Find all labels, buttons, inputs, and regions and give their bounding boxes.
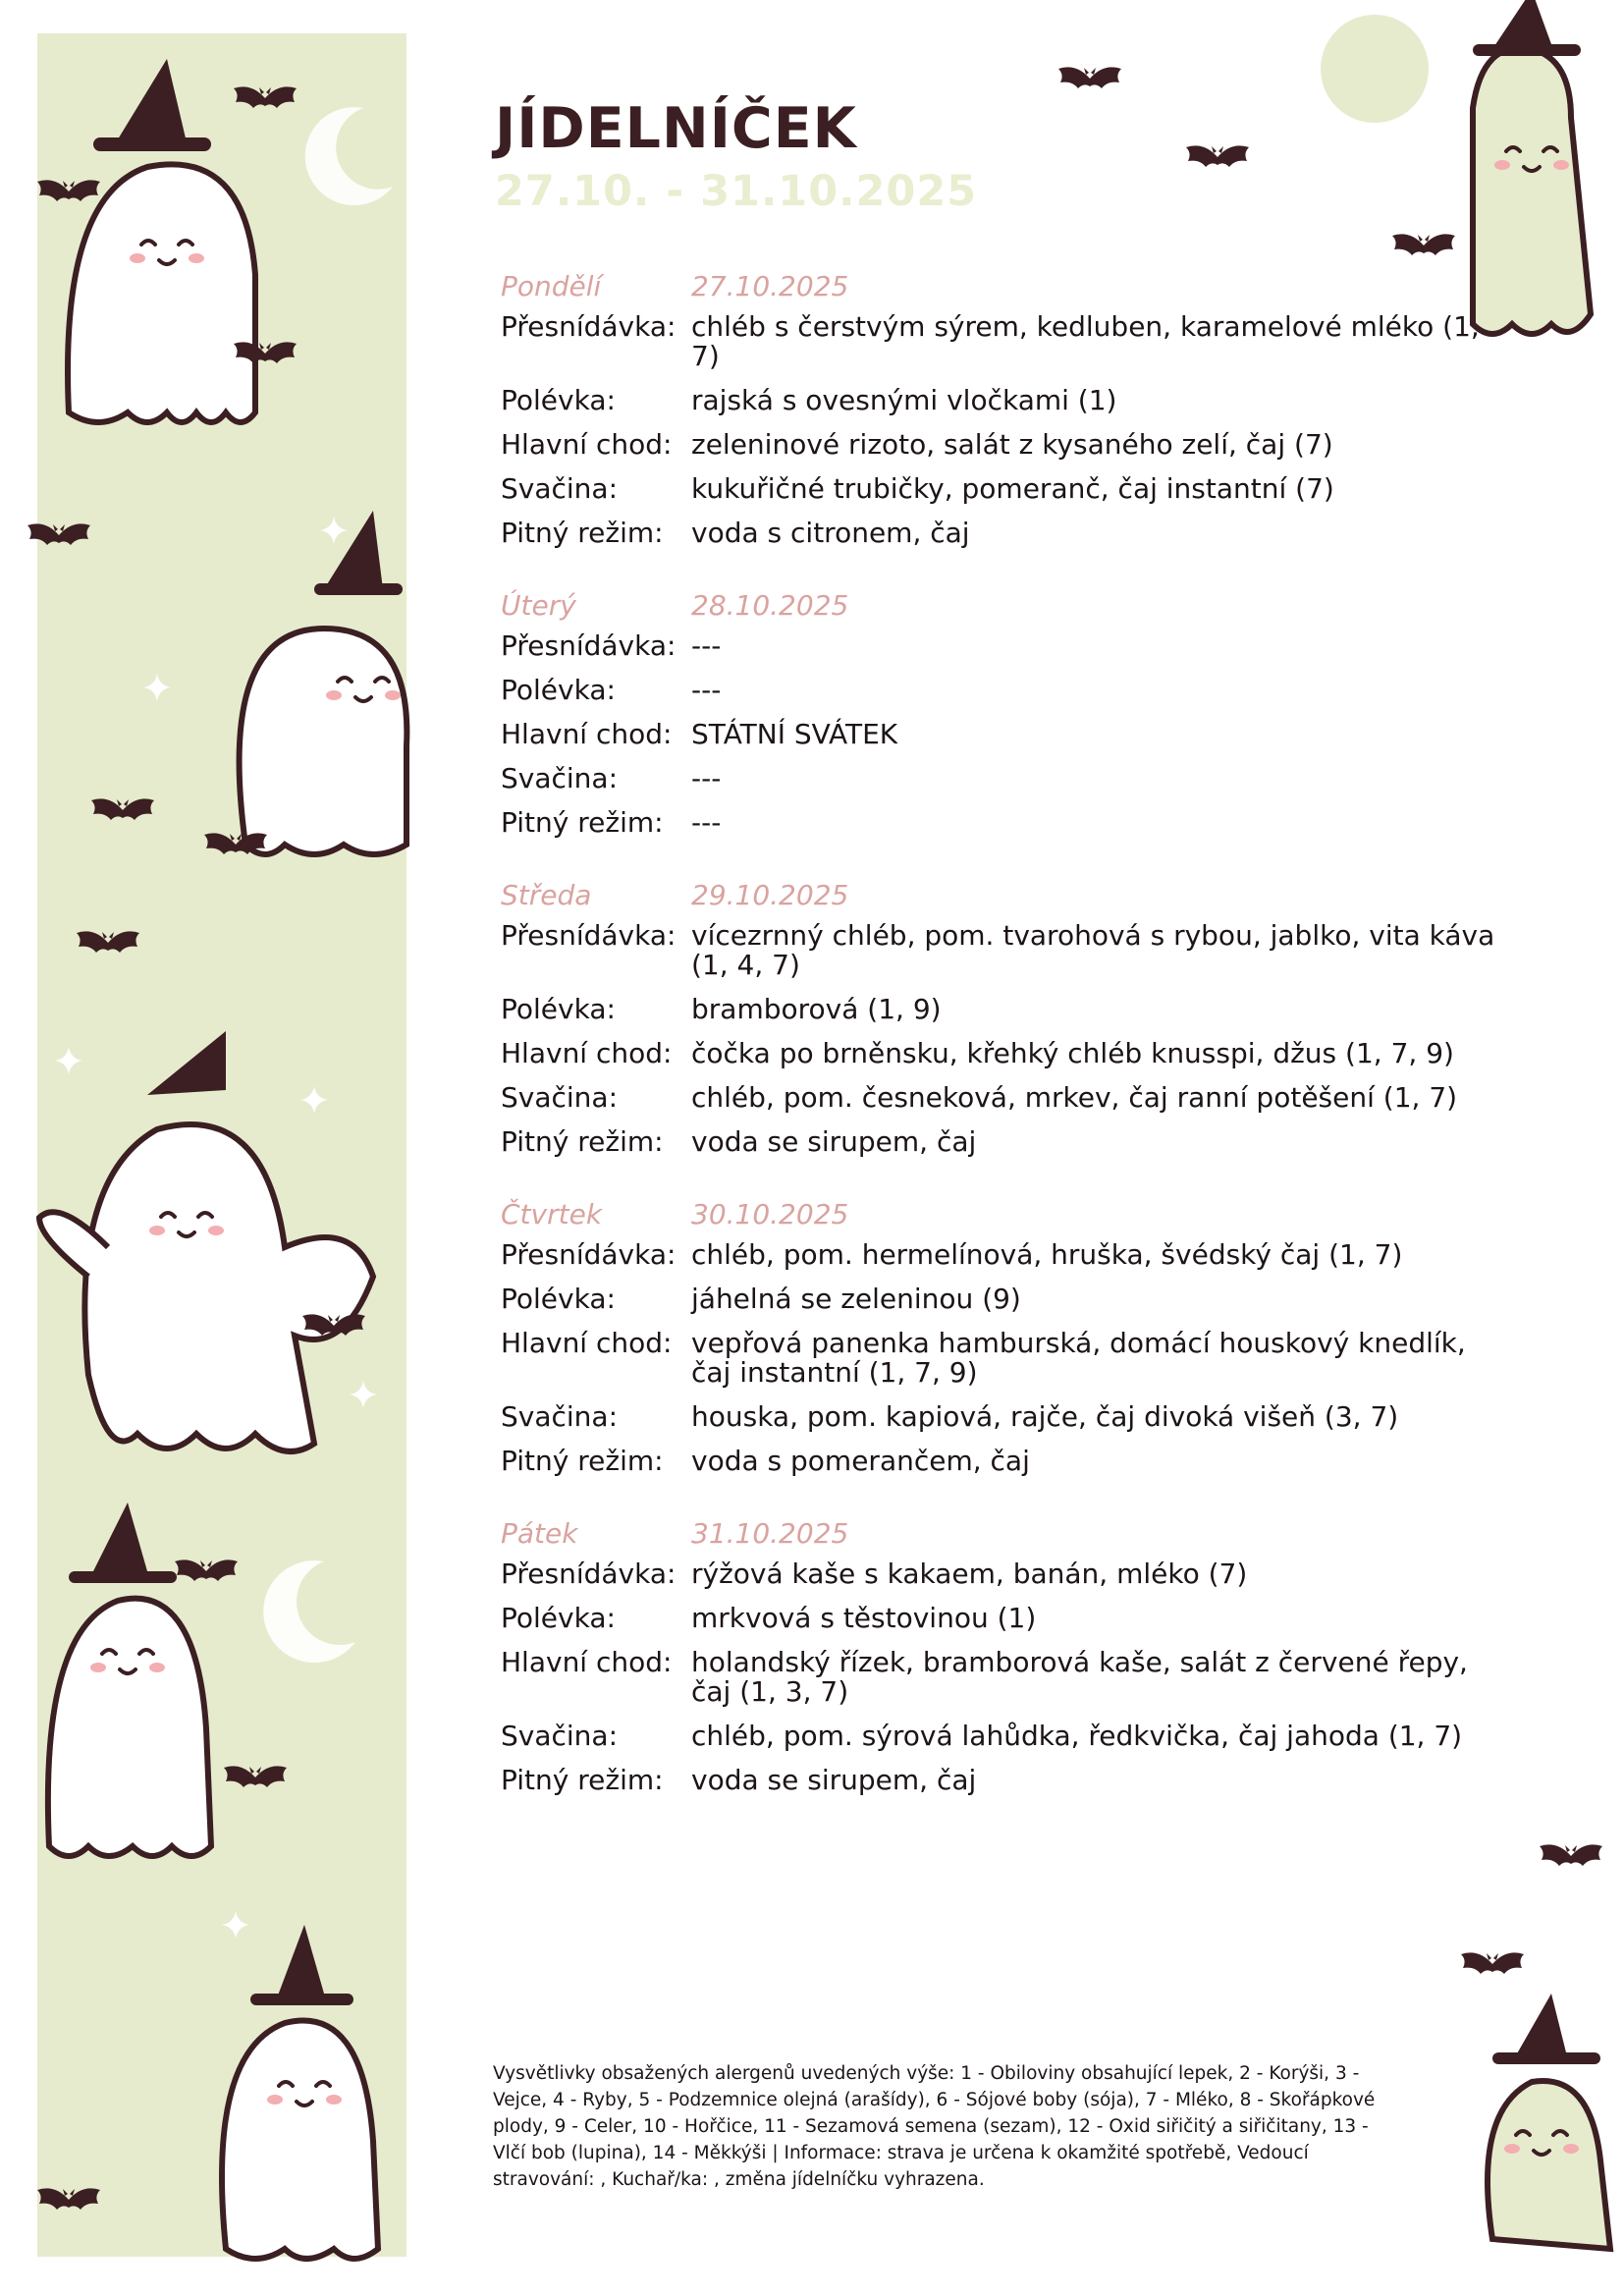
meal-row <box>501 1604 1502 1633</box>
bat-icon <box>1461 1952 1524 1974</box>
meal-label: Přesnídávka: <box>501 1238 677 1271</box>
meal-row <box>501 1402 1502 1432</box>
meal-value: chléb, pom. česneková, mrkev, čaj ranní potěšení (1, 7) <box>691 1081 1458 1114</box>
meal-row <box>501 1329 1502 1388</box>
meal-label: Polévka: <box>501 1283 616 1315</box>
meal-label: Hlavní chod: <box>501 1037 673 1069</box>
meal-label: Pitný režim: <box>501 806 664 839</box>
meal-row <box>501 312 1502 371</box>
day-name: Pondělí <box>501 270 602 302</box>
meal-value: voda se sirupem, čaj <box>691 1125 977 1158</box>
day-date: 28.10.2025 <box>691 589 849 622</box>
meal-value: rýžová kaše s kakaem, banán, mléko (7) <box>691 1558 1248 1590</box>
meal-row <box>501 386 1502 415</box>
meal-row <box>501 1240 1502 1270</box>
meal-value: voda s citronem, čaj <box>691 517 970 549</box>
meal-label: Svačina: <box>501 1400 619 1433</box>
weekly-menu <box>501 263 1502 1830</box>
meal-value: vepřová panenka hamburská, domácí houskový knedlík, čaj instantní (1, 7, 9) <box>691 1327 1466 1389</box>
sparkle-icon <box>1400 134 1428 161</box>
day-block <box>501 1510 1502 1795</box>
meal-value: bramborová (1, 9) <box>691 993 942 1025</box>
meal-value: houska, pom. kapiová, rajče, čaj divoká višeň (3, 7) <box>691 1400 1399 1433</box>
sparkle-icon <box>1567 1911 1595 1939</box>
meal-value: chléb, pom. sýrová lahůdka, ředkvička, čaj jahoda (1, 7) <box>691 1720 1463 1752</box>
day-block <box>501 263 1502 548</box>
meal-row <box>501 808 1502 838</box>
day-name: Čtvrtek <box>501 1198 603 1230</box>
meal-value: voda se sirupem, čaj <box>691 1764 977 1796</box>
meal-label: Pitný režim: <box>501 1445 664 1477</box>
meal-row <box>501 764 1502 793</box>
meal-value: chléb s čerstvým sýrem, kedluben, karamelové mléko (1, 7) <box>691 310 1480 372</box>
meal-value: --- <box>691 762 722 794</box>
meal-row <box>501 474 1502 504</box>
meal-value: --- <box>691 629 722 662</box>
meal-label: Svačina: <box>501 1081 619 1114</box>
bat-icon <box>1186 145 1249 167</box>
meal-label: Hlavní chod: <box>501 718 673 750</box>
meal-value: mrkvová s těstovinou (1) <box>691 1602 1037 1634</box>
meal-label: Svačina: <box>501 472 619 505</box>
week-date-range: 27.10. - 31.10.2025 <box>495 167 978 216</box>
meal-row <box>501 1722 1502 1751</box>
meal-label: Svačina: <box>501 1720 619 1752</box>
corner-decoration-bottom-right <box>1461 1844 1610 2249</box>
meal-row <box>501 676 1502 705</box>
meal-row <box>501 1127 1502 1157</box>
meal-row <box>501 631 1502 661</box>
meal-value: kukuřičné trubičky, pomeranč, čaj instantní (7) <box>691 472 1334 505</box>
day-name: Středa <box>501 879 592 911</box>
bat-icon <box>1058 67 1121 88</box>
meal-row <box>501 1039 1502 1068</box>
bat-icon <box>1540 1844 1602 1866</box>
day-header <box>501 1191 1502 1230</box>
meal-label: Přesnídávka: <box>501 310 677 343</box>
meal-value: voda s pomerančem, čaj <box>691 1445 1030 1477</box>
meal-row <box>501 1648 1502 1707</box>
meal-row <box>501 995 1502 1024</box>
day-name: Pátek <box>501 1517 578 1550</box>
meal-value: vícezrnný chléb, pom. tvarohová s rybou, jablko, vita káva (1, 4, 7) <box>691 919 1495 981</box>
allergen-footnote: Vysvětlivky obsažených alergenů uvedených výše: 1 - Obiloviny obsahující lepek, 2 - Korýši, 3 - Vejce, 4 - Ryby, 5 - Podzemnice olejná (arašídy), 6 - Sójové boby (sója), 7 - Mléko, 8 - Skořápkové plody, 9 - Celer, 10 - Hořčice, 11 - Sezamová semena (sezam), 12 - Oxid siřičitý a siřičitany, 13 - Vlčí bob (lupina), 14 - Měkkýši | Informace: strava je určena k okamžité spotřebě, Vedoucí stravování: , Kuchař/ka: , změna jídelníčku vyhrazena. <box>493 2063 1376 2190</box>
meal-value: --- <box>691 806 722 839</box>
day-name: Úterý <box>501 589 576 622</box>
meal-label: Polévka: <box>501 993 616 1025</box>
day-header <box>501 263 1502 302</box>
meal-label: Hlavní chod: <box>501 1646 673 1678</box>
day-block <box>501 1191 1502 1476</box>
meal-value: jáhelná se zeleninou (9) <box>691 1283 1021 1315</box>
meal-value: čočka po brněnsku, křehký chléb knusspi, džus (1, 7, 9) <box>691 1037 1454 1069</box>
day-header <box>501 582 1502 622</box>
day-block <box>501 582 1502 838</box>
meal-value: zeleninové rizoto, salát z kysaného zelí, čaj (7) <box>691 428 1333 461</box>
meal-value: STÁTNÍ SVÁTEK <box>691 718 898 750</box>
menu-title: JÍDELNÍČEK <box>495 96 857 161</box>
bat-icon <box>1392 234 1455 255</box>
meal-value: holandský řízek, bramborová kaše, salát z červené řepy, čaj (1, 3, 7) <box>691 1646 1468 1708</box>
meal-row <box>501 1559 1502 1589</box>
meal-value: rajská s ovesnými vločkami (1) <box>691 384 1117 416</box>
meal-label: Pitný režim: <box>501 1125 664 1158</box>
meal-label: Polévka: <box>501 1602 616 1634</box>
meal-row <box>501 1447 1502 1476</box>
meal-row <box>501 430 1502 460</box>
meal-label: Polévka: <box>501 674 616 706</box>
meal-row <box>501 519 1502 548</box>
meal-row <box>501 720 1502 749</box>
meal-row <box>501 921 1502 980</box>
meal-label: Hlavní chod: <box>501 428 673 461</box>
meal-row <box>501 1083 1502 1113</box>
day-header <box>501 1510 1502 1550</box>
day-block <box>501 872 1502 1157</box>
meal-label: Přesnídávka: <box>501 919 677 952</box>
meal-label: Přesnídávka: <box>501 1558 677 1590</box>
meal-row <box>501 1766 1502 1795</box>
meal-label: Hlavní chod: <box>501 1327 673 1359</box>
day-date: 29.10.2025 <box>691 879 849 911</box>
meal-label: Svačina: <box>501 762 619 794</box>
day-date: 27.10.2025 <box>691 270 849 302</box>
meal-row <box>501 1285 1502 1314</box>
meal-value: --- <box>691 674 722 706</box>
day-date: 30.10.2025 <box>691 1198 849 1230</box>
meal-label: Pitný režim: <box>501 1764 664 1796</box>
meal-label: Přesnídávka: <box>501 629 677 662</box>
meal-label: Polévka: <box>501 384 616 416</box>
meal-value: chléb, pom. hermelínová, hruška, švédský čaj (1, 7) <box>691 1238 1403 1271</box>
meal-label: Pitný režim: <box>501 517 664 549</box>
day-header <box>501 872 1502 911</box>
day-date: 31.10.2025 <box>691 1517 849 1550</box>
